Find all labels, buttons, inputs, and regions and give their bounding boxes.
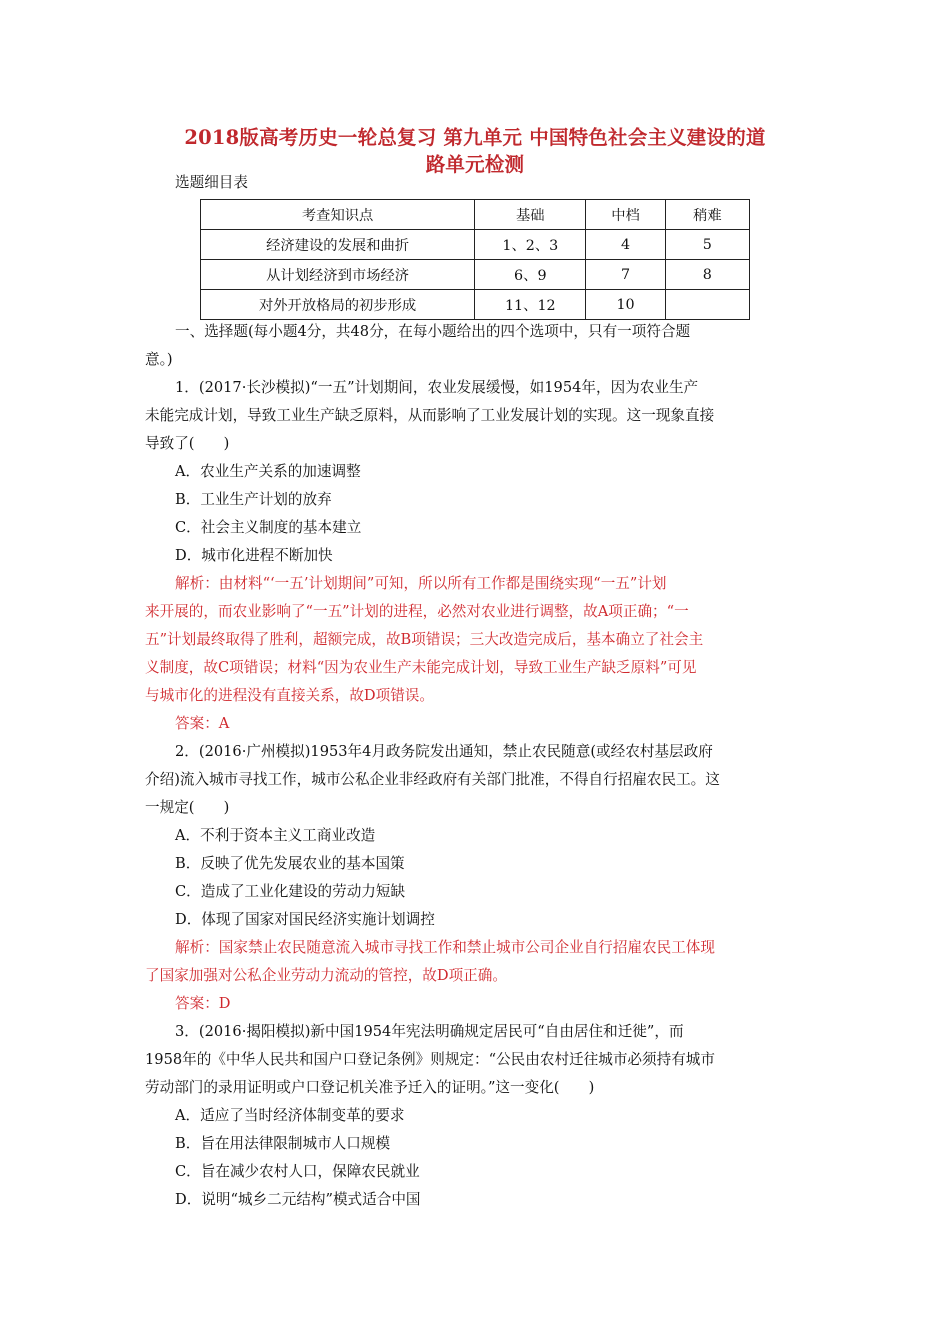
- title-line-2: 路单元检测: [425, 153, 525, 176]
- table-row: [201, 260, 750, 290]
- table-header-row: [201, 200, 750, 230]
- section-instruction: 一、选择题(每小题4分，共48分，在每小题给出的四个选项中，只有一项符合题: [175, 323, 691, 340]
- question-1-option-c: C．社会主义制度的基本建立: [175, 519, 362, 536]
- table-row: [201, 230, 750, 260]
- question-2-stem: 2．(2016·广州模拟)1953年4月政务院发出通知，禁止农民随意(或经农村基层政府: [175, 743, 713, 760]
- table-cell: 10: [586, 290, 665, 320]
- table-header-cell: 考查知识点: [201, 200, 475, 230]
- table-cell: 经济建设的发展和曲折: [201, 230, 475, 260]
- question-1-analysis: 来开展的，而农业影响了“一五”计划的进程，必然对农业进行调整，故A项正确；“一: [145, 603, 689, 620]
- question-2-option-b: B．反映了优先发展农业的基本国策: [175, 855, 405, 872]
- question-1-analysis: 义制度，故C项错误；材料“因为农业生产未能完成计划，导致工业生产缺乏原料”可见: [145, 659, 697, 676]
- question-2-option-a: A．不利于资本主义工商业改造: [175, 827, 376, 844]
- table-cell: 5: [665, 230, 749, 260]
- question-2-stem: 介绍)流入城市寻找工作，城市公私企业非经政府有关部门批准，不得自行招雇农民工。这: [145, 771, 720, 788]
- question-1-answer: 答案：A: [175, 715, 230, 732]
- question-1-analysis: 与城市化的进程没有直接关系，故D项错误。: [145, 687, 434, 704]
- question-1-analysis: 解析：由材料“‘一五’计划期间”可知，所以所有工作都是围绕实现“一五”计划: [175, 575, 667, 592]
- question-3-option-c: C．旨在减少农村人口，保障农民就业: [175, 1163, 420, 1180]
- table-cell: 从计划经济到市场经济: [201, 260, 475, 290]
- question-2-option-c: C．造成了工业化建设的劳动力短缺: [175, 883, 406, 900]
- question-1-option-d: D．城市化进程不断加快: [175, 547, 333, 564]
- table-cell: 11、12: [475, 290, 586, 320]
- table-cell: 6、9: [475, 260, 586, 290]
- section-instruction: 意。): [145, 351, 173, 368]
- question-3-option-d: D．说明“城乡二元结构”模式适合中国: [175, 1191, 421, 1208]
- question-1-option-b: B．工业生产计划的放弃: [175, 491, 332, 508]
- question-3-option-a: A．适应了当时经济体制变革的要求: [175, 1107, 405, 1124]
- question-1-stem: 导致了( ): [145, 435, 230, 452]
- table-header-cell: 中档: [586, 200, 665, 230]
- table-cell: 1、2、3: [475, 230, 586, 260]
- question-2-analysis: 解析：国家禁止农民随意流入城市寻找工作和禁止城市公司企业自行招雇农民工体现: [175, 939, 715, 956]
- question-1-stem: 1．(2017·长沙模拟)“一五”计划期间，农业发展缓慢，如1954年，因为农业生产: [175, 379, 699, 396]
- question-2-answer: 答案：D: [175, 995, 231, 1012]
- question-3-stem: 1958年的《中华人民共和国户口登记条例》则规定：“公民由农村迁往城市必须持有城市: [145, 1051, 715, 1068]
- topic-table: [200, 199, 750, 320]
- question-2-analysis: 了国家加强对公私企业劳动力流动的管控，故D项正确。: [145, 967, 507, 984]
- table-header-cell: 稍难: [665, 200, 749, 230]
- table-cell: [665, 290, 749, 320]
- question-1-analysis: 五”计划最终取得了胜利，超额完成，故B项错误；三大改造完成后，基本确立了社会主: [145, 631, 704, 648]
- question-2-stem: 一规定( ): [145, 799, 230, 816]
- question-1-option-a: A．农业生产关系的加速调整: [175, 463, 361, 480]
- question-3-stem: 3．(2016·揭阳模拟)新中国1954年宪法明确规定居民可“自由居住和迁徙”，而: [175, 1023, 684, 1040]
- table-caption: 选题细目表: [175, 174, 248, 191]
- question-1-stem: 未能完成计划，导致工业生产缺乏原料，从而影响了工业发展计划的实现。这一现象直接: [145, 407, 715, 424]
- table-header-cell: 基础: [475, 200, 586, 230]
- table-cell: 7: [586, 260, 665, 290]
- table-row: [201, 290, 750, 320]
- table-cell: 4: [586, 230, 665, 260]
- table-cell: 8: [665, 260, 749, 290]
- question-2-option-d: D．体现了国家对国民经济实施计划调控: [175, 911, 435, 928]
- table-cell: 对外开放格局的初步形成: [201, 290, 475, 320]
- title-line-1: 2018版高考历史一轮总复习 第九单元 中国特色社会主义建设的道: [184, 126, 766, 149]
- question-3-stem: 劳动部门的录用证明或户口登记机关准予迁入的证明。”这一变化( ): [145, 1079, 595, 1096]
- question-3-option-b: B．旨在用法律限制城市人口规模: [175, 1135, 391, 1152]
